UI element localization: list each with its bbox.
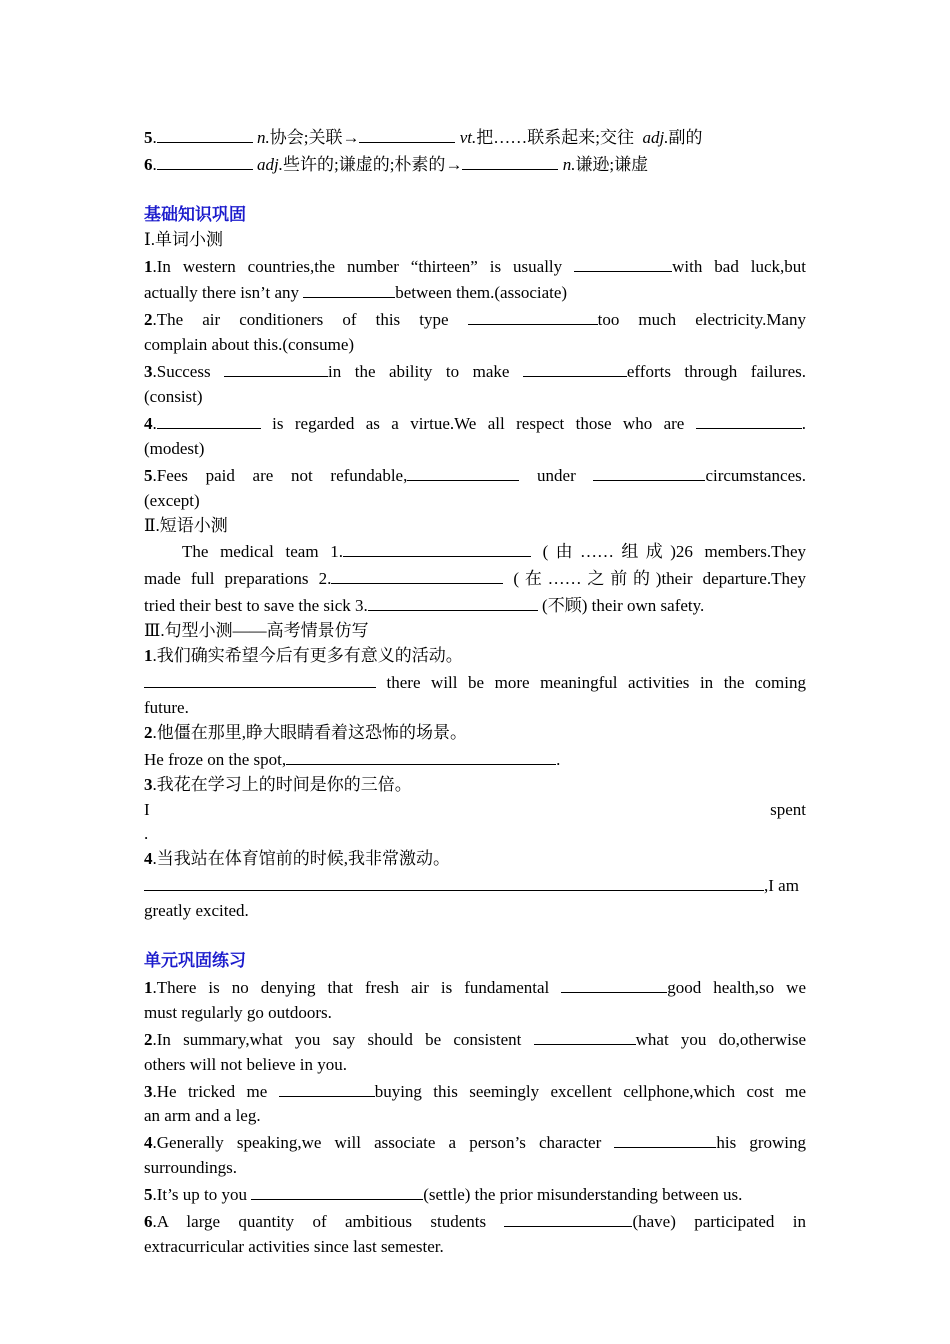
p3-q3-en: I spent xyxy=(144,799,806,819)
answer-blank[interactable] xyxy=(462,151,558,170)
answer-blank[interactable] xyxy=(157,151,253,170)
definition: 些许的;谦虚的;朴素的 xyxy=(282,154,446,174)
p3-q4-en: ,I am xyxy=(144,872,806,899)
answer-blank[interactable] xyxy=(144,669,376,688)
p3-q4-en2: greatly excited. xyxy=(144,901,249,921)
p3-q1-cn: 1.我们确实希望今后有更多有意义的活动。 xyxy=(144,646,463,666)
answer-blank[interactable] xyxy=(593,462,705,481)
definition: 协会;关联 xyxy=(269,128,343,147)
item-number: 2 xyxy=(144,310,153,330)
item-number: 3 xyxy=(144,1081,153,1101)
p1-q1-line2: actually there isn’t any between them.(associate) xyxy=(144,279,806,306)
item-number: 1 xyxy=(144,256,153,276)
answer-blank[interactable] xyxy=(407,462,519,481)
p3-q3-end: . xyxy=(144,824,149,844)
answer-blank[interactable] xyxy=(157,410,261,429)
section-heading-unit: 单元巩固练习 xyxy=(144,950,246,970)
part-of-speech: n. xyxy=(562,154,576,174)
p1-q2-line1: 2.The air conditioners of this type too much electricity.Many xyxy=(144,306,806,333)
u-q4-line1: 4.Generally speaking,we will associate a person’s character his growing xyxy=(144,1129,806,1156)
answer-blank[interactable] xyxy=(523,358,627,377)
p1-q3-line2: (consist) xyxy=(144,387,203,407)
p1-q5-line2: (except) xyxy=(144,490,200,510)
answer-blank[interactable] xyxy=(504,1208,632,1227)
part-of-speech: adj. xyxy=(257,154,283,174)
u-q2-line2: others will not believe in you. xyxy=(144,1054,348,1074)
u-q6-line1: 6.A large quantity of ambitious students (have) participated in xyxy=(144,1208,806,1235)
answer-blank[interactable] xyxy=(144,872,764,891)
answer-blank[interactable] xyxy=(368,592,538,611)
answer-blank[interactable] xyxy=(224,358,328,377)
p3-q3-cn: 3.我花在学习上的时间是你的三倍。 xyxy=(144,774,412,794)
answer-blank[interactable] xyxy=(343,538,531,557)
answer-blank[interactable] xyxy=(251,1181,423,1200)
part-of-speech: n. xyxy=(257,128,270,147)
answer-blank[interactable] xyxy=(468,306,598,325)
part2-title: Ⅱ.短语小测 xyxy=(144,515,228,535)
p1-q2-line2: complain about this.(consume) xyxy=(144,335,355,355)
p3-q4-cn: 4.当我站在体育馆前的时候,我非常激动。 xyxy=(144,849,450,869)
p3-q2-cn: 2.他僵在那里,睁大眼睛看着这恐怖的场景。 xyxy=(144,722,467,742)
p3-q1-en2: future. xyxy=(144,697,189,717)
section-heading-basic: 基础知识巩固 xyxy=(144,204,246,224)
item-number: 2 xyxy=(144,1029,153,1049)
p1-q4-line1: 4. is regarded as a virtue.We all respect those who are . xyxy=(144,410,806,437)
item-number: 4 xyxy=(144,849,153,869)
p3-q1-en: there will be more meaningful activities in the coming xyxy=(144,669,806,696)
item-number: 3 xyxy=(144,362,153,382)
p1-q5-line1: 5.Fees paid are not refundable, under circumstances. xyxy=(144,462,806,489)
item-number: 4 xyxy=(144,1133,153,1153)
p1-q4-line2: (modest) xyxy=(144,438,205,458)
vocab-line-5: 5. n.协会;关联→ vt.把……联系起来;交往 adj.副的 xyxy=(144,124,806,151)
u-q2-line1: 2.In summary,what you say should be consistent what you do,otherwise xyxy=(144,1026,806,1053)
part-of-speech: vt. xyxy=(459,128,477,147)
p2-line3: tried their best to save the sick 3. (不顾) their own safety. xyxy=(144,592,806,619)
answer-blank[interactable] xyxy=(614,1129,716,1148)
u-q6-line2: extracurricular activities since last semester. xyxy=(144,1236,444,1256)
answer-blank[interactable] xyxy=(696,410,802,429)
answer-blank[interactable] xyxy=(157,124,253,143)
answer-blank[interactable] xyxy=(279,1078,375,1097)
u-q1-line1: 1.There is no denying that fresh air is fundamental good health,so we xyxy=(144,974,806,1001)
answer-blank[interactable] xyxy=(303,279,395,298)
part1-title: Ⅰ.单词小测 xyxy=(144,229,223,249)
item-number: 5 xyxy=(144,1185,153,1205)
part-of-speech: adj. xyxy=(642,128,669,147)
item-number: 1 xyxy=(144,977,153,997)
u-q4-line2: surroundings. xyxy=(144,1158,238,1178)
p2-line2: made full preparations 2. (在……之前的)their departure.They xyxy=(144,565,806,592)
item-number: 3 xyxy=(144,774,153,794)
arrow-icon: → xyxy=(342,128,360,147)
p1-q3-line1: 3.Success in the ability to make efforts through failures. xyxy=(144,358,806,385)
answer-blank[interactable] xyxy=(286,746,556,765)
item-number: 6 xyxy=(144,154,153,174)
item-number: 1 xyxy=(144,646,153,666)
answer-blank[interactable] xyxy=(574,253,672,272)
item-number: 6 xyxy=(144,1212,153,1232)
item-number: 2 xyxy=(144,722,153,742)
answer-blank[interactable] xyxy=(561,974,667,993)
definition: 谦逊;谦虚 xyxy=(575,154,649,174)
worksheet-page xyxy=(144,124,806,1260)
part3-title: Ⅲ.句型小测——高考情景仿写 xyxy=(144,621,369,641)
p1-q1-line1: 1.In western countries,the number “thirteen” is usually with bad luck,but xyxy=(144,253,806,280)
answer-blank[interactable] xyxy=(534,1026,636,1045)
definition: 副的 xyxy=(668,128,703,147)
vocab-line-6: 6. adj.些许的;谦虚的;朴素的→ n.谦逊;谦虚 xyxy=(144,151,806,178)
u-q3-line1: 3.He tricked me buying this seemingly excellent cellphone,which cost me xyxy=(144,1078,806,1105)
definition: 把……联系起来;交往 xyxy=(476,128,634,147)
item-number: 5 xyxy=(144,465,153,485)
answer-blank[interactable] xyxy=(359,124,455,143)
answer-blank[interactable] xyxy=(331,565,503,584)
u-q3-line2: an arm and a leg. xyxy=(144,1106,261,1126)
p3-q2-en: He froze on the spot, . xyxy=(144,746,806,773)
arrow-icon: → xyxy=(445,154,463,174)
u-q5-line1: 5.It’s up to you (settle) the prior misunderstanding between us. xyxy=(144,1181,806,1208)
u-q1-line2: must regularly go outdoors. xyxy=(144,1002,332,1022)
item-number: 5 xyxy=(144,128,153,147)
item-number: 4 xyxy=(144,413,153,433)
p2-line1: The medical team 1. (由……组成)26 members.They xyxy=(144,538,806,565)
